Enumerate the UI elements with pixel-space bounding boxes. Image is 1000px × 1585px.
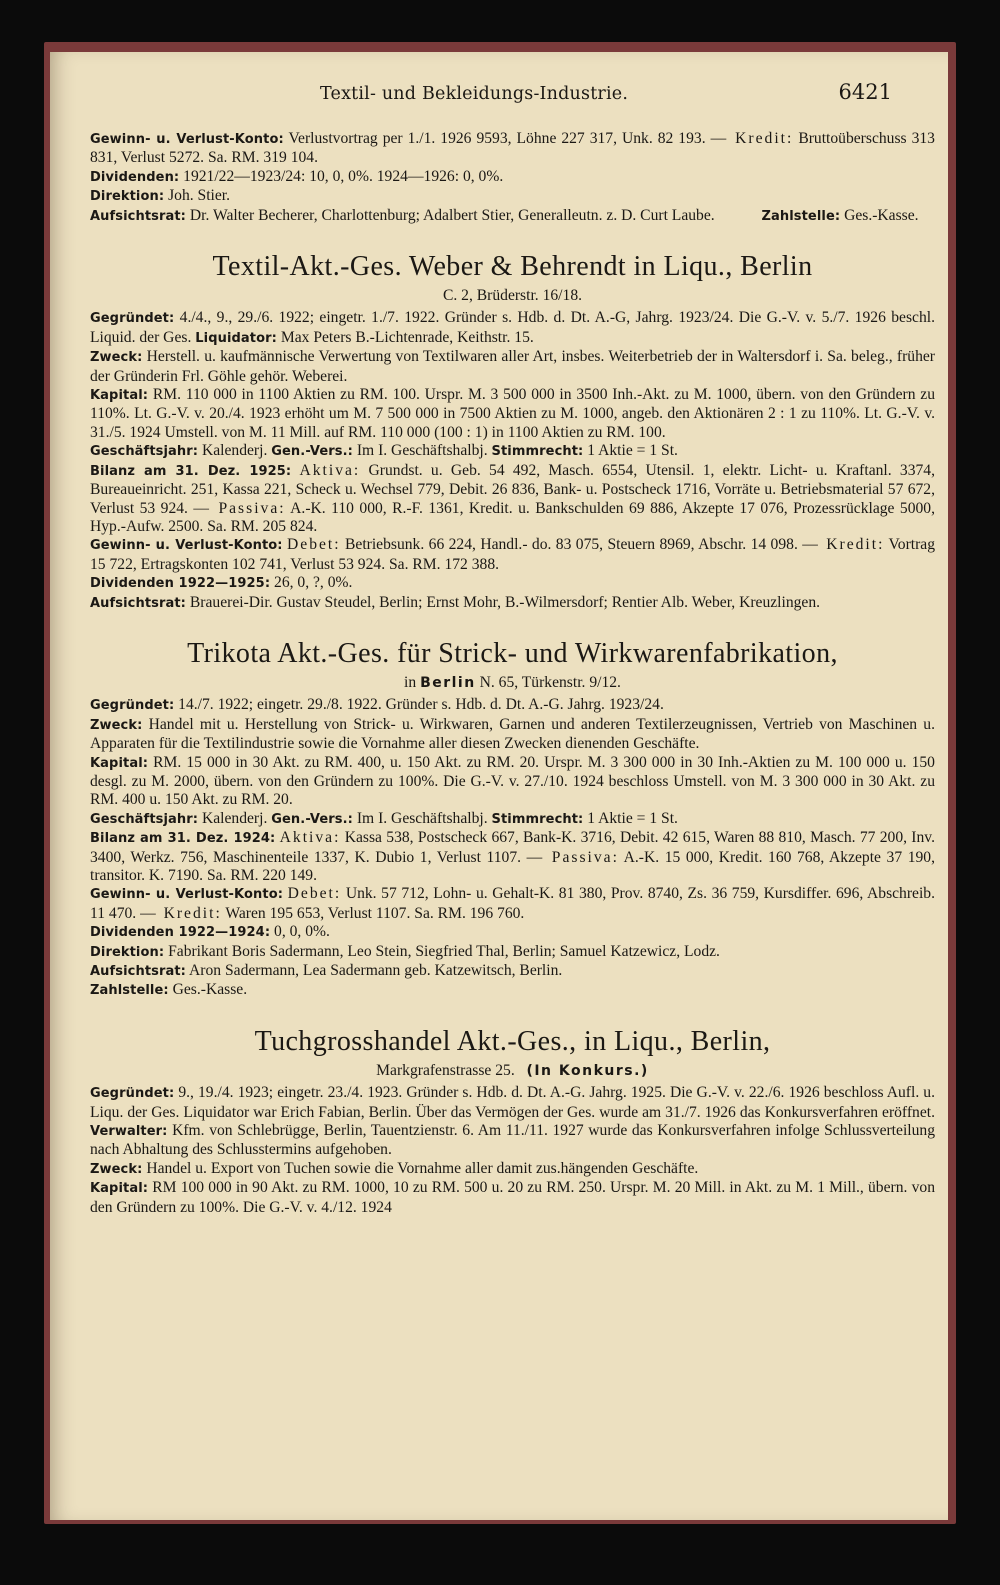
label: Geschäftsjahr: xyxy=(90,811,199,827)
label: Geschäftsjahr: xyxy=(90,444,199,460)
text: RM. 15 000 in 30 Akt. zu RM. 400, u. 150 Akt. zu RM. 20. Urspr. M. 3 300 000 in 30 Inh.-Aktien zu M. 100 000 u. 150 desgl. zu M. 2000, übern. von den Gründern zu 100%. Die G.-V. v. 27./10. 1924 beschloss Umstell. von M. 3 300 000 in 30 Akt. zu RM. 400 u. 150 Akt. zu RM. 20. xyxy=(90,753,935,809)
address-street: Markgrafenstrasse 25. xyxy=(376,1061,515,1079)
label: Gegründet: xyxy=(90,311,175,327)
label: Aufsichtsrat: xyxy=(90,595,186,611)
text: RM. 110 000 in 1100 Aktien zu RM. 100. Urspr. M. 3 500 000 in 3500 Inh.-Akt. zu M. 1000, übern. von den Gründern zu 110%. Lt. G.-V. v. 20./4. 1923 erhöht um M. 7 500 000 in 7500 Aktien zu M. 1000, angeb. den Aktionären 2 : 1 zu 110%. Lt. G.-V. v. 31./5. 1924 Umstell. von M. 11 Mill. auf RM. 110 000 (100 : 1) in 1100 Aktien zu RM. 100. xyxy=(90,386,935,441)
text: Vortrag 15 722, Ertragskonten 102 741, Verlust 53 924. Sa. RM. 172 388. xyxy=(90,536,936,573)
company-heading: Tuchgrosshandel Akt.-Ges., in Liqu., Berlin, xyxy=(254,1025,771,1057)
text: Joh. Stier. xyxy=(168,187,231,205)
label-kredit: — Kredit: xyxy=(710,130,794,147)
label: Kapital: xyxy=(90,755,149,771)
text: Aron Sadermann, Lea Sadermann geb. Katzewitsch, Berlin. xyxy=(189,962,563,980)
text: 9., 19./4. 1923; eingetr. 23./4. 1923. Gründer s. Hdb. d. Dt. A.-G. Jahrg. 1925. Die G.-V. v. 22./6. 1926 beschloss Aufl. u. Liqu. der Ges. Liquidator war Erich Fabian, Berlin. Über das Vermögen der Ges. wurde am 31./7. 1926 das Konkursverfahren eröffnet. xyxy=(90,1084,935,1121)
label-aktiva: Aktiva: xyxy=(279,829,341,847)
label-aktiva: Aktiva: xyxy=(299,461,361,479)
text: 0, 0, 0%. xyxy=(274,923,330,941)
label: Gen.-Vers.: xyxy=(271,444,353,460)
entry-direktion xyxy=(90,187,935,206)
text: Waren 195 653, Verlust 1107. Sa. RM. 196 760. xyxy=(225,904,525,922)
text: Grundst. u. Geb. 54 492, Masch. 6554, Utensil. 1, elektr. Licht- u. Kraftanl. 3374, Bureaueinricht. 251, Kassa 221, Scheck u. Wechsel 779, Debit. 26 836, Bank- u. Postscheck 1716, Vorräte u. Betriebsmaterial 57 672, Verlust 53 924. xyxy=(90,461,935,517)
text: Dr. Walter Becherer, Charlottenburg; Adalbert Stier, Generalleutn. z. D. Curt Laube. xyxy=(189,206,715,224)
address-street: N. 65, Türkenstr. 9/12. xyxy=(479,673,621,691)
company-heading: Textil-Akt.-Ges. Weber & Behrendt in Liqu., Berlin xyxy=(212,251,813,283)
text: Max Peters B.-Lichtenrade, Keithstr. 15. xyxy=(280,328,534,346)
text: Verlustvortrag per 1./1. 1926 9593, Löhne 227 317, Unk. 82 193. xyxy=(288,130,706,147)
label: Verwalter: xyxy=(90,1124,168,1140)
entry-gegruendet xyxy=(90,696,935,715)
label: Stimmrecht: xyxy=(491,444,584,460)
entry-aufsichtsrat xyxy=(90,594,935,613)
label-kredit: — Kredit: xyxy=(140,904,222,922)
label: Gewinn- u. Verlust-Konto: xyxy=(90,887,284,903)
text: Unk. 57 712, Lohn- u. Gehalt-K. 81 380, Prov. 8740, Zs. 36 759, Kursdiffer. 696, Abschreib. 11 470. xyxy=(90,885,935,922)
text: Fabrikant Boris Sadermann, Leo Stein, Siegfried Thal, Berlin; Samuel Katzewicz, Lodz. xyxy=(168,942,720,960)
company-heading: Trikota Akt.-Ges. für Strick- und Wirkwarenfabrikation, xyxy=(187,637,838,669)
text: A.-K. 110 000, R.-F. 1361, Kredit. u. Bankschulden 69 886, Akzepte 17 076, Prozessrücklage 5000, Hyp.-Aufw. 2500. Sa. RM. 205 824. xyxy=(90,499,935,535)
text: 1 Aktie = 1 St. xyxy=(587,442,678,460)
company-address xyxy=(90,1062,935,1080)
text: 1921/22—1923/24: 10, 0, 0%. 1924—1926: 0, 0%. xyxy=(183,167,504,185)
label-debet: Debet: xyxy=(287,536,341,554)
text: 1 Aktie = 1 St. xyxy=(587,809,678,827)
label: Zweck: xyxy=(90,717,143,733)
text: Betriebsunk. 66 224, Handl.- do. 83 075, Steuern 8969, Abschr. 14 098. xyxy=(345,536,798,554)
label: Bilanz am 31. Dez. 1924: xyxy=(90,831,276,847)
label-passiva: — Passiva: xyxy=(526,848,619,866)
entry-bilanz xyxy=(90,829,935,885)
entry-kapital xyxy=(90,386,935,442)
label: Zahlstelle: xyxy=(761,208,841,224)
label: Bilanz am 31. Dez. 1925: xyxy=(90,463,292,479)
label-kredit: — Kredit: xyxy=(802,536,885,554)
entry-dividenden xyxy=(90,574,935,593)
text: Im I. Geschäftshalbj. xyxy=(356,809,488,827)
text: Kfm. von Schlebrügge, Berlin, Tauentzienstr. 6. Am 11./11. 1927 wurde das Konkursverfahren infolge Schlussverteilung nach Abhaltung des Schlusstermins aufgehoben. xyxy=(90,1122,935,1159)
page-number: 6421 xyxy=(838,80,892,104)
entry-gegruendet xyxy=(90,1084,935,1160)
entry-zweck xyxy=(90,716,935,754)
label: Direktion: xyxy=(90,944,165,960)
entry-geschaeftsjahr xyxy=(90,810,935,829)
text: 4./4., 9., 29./6. 1922; eingetr. 1./7. 1922. Gründer s. Hdb. d. Dt. A.-G, Jahrg. 1923/24. Die G.-V. v. 5./7. 1926 beschl. Liquid. der Ges. xyxy=(90,309,935,346)
page-content xyxy=(90,130,935,1217)
text: Kalenderj. xyxy=(201,809,268,827)
entry-bilanz xyxy=(90,462,935,537)
entry-direktion xyxy=(90,943,935,962)
entry-aufsichtsrat xyxy=(90,962,935,981)
label: Kapital: xyxy=(90,1181,149,1197)
label-debet: Debet: xyxy=(287,885,342,903)
label: Liquidator: xyxy=(195,330,277,346)
entry-gegruendet xyxy=(90,309,935,348)
company-address: C. 2, Brüderstr. 16/18. xyxy=(442,287,583,305)
running-header xyxy=(50,80,948,110)
label: Zahlstelle: xyxy=(90,983,169,999)
label: Direktion: xyxy=(90,189,165,205)
company-address xyxy=(90,674,935,692)
label-passiva: — Passiva: xyxy=(193,499,286,517)
entry-aufsichtsrat xyxy=(90,207,935,226)
status-badge: (In Konkurs.) xyxy=(526,1062,649,1079)
label: Gewinn- u. Verlust-Konto: xyxy=(90,132,284,147)
text: RM 100 000 in 90 Akt. zu RM. 1000, 10 zu RM. 500 u. 20 zu RM. 250. Urspr. M. 20 Mill. in Akt. zu M. 1 Mill., übern. von den Gründern zu 100%. Die G.-V. v. 4./12. 1924 xyxy=(90,1179,935,1216)
label: Gewinn- u. Verlust-Konto: xyxy=(90,538,283,554)
book-page xyxy=(50,52,948,1520)
text: Kalenderj. xyxy=(201,442,268,460)
address-city: Berlin xyxy=(420,674,476,691)
text: Im I. Geschäftshalbj. xyxy=(356,442,488,460)
text: Ges.-Kasse. xyxy=(844,206,919,224)
entry-zweck xyxy=(90,348,935,386)
text: Handel mit u. Herstellung von Strick- u. Wirkwaren, Garnen und anderen Textilerzeugnissen, Vertrieb von Maschinen u. Apparaten für die Textilindustrie sowie die Vornahme aller diesen Zwecken dienenden Geschäfte. xyxy=(90,715,936,753)
label: Gen.-Vers.: xyxy=(271,811,353,827)
running-header-title: Textil- und Bekleidungs-Industrie. xyxy=(320,84,629,104)
label: Aufsichtsrat: xyxy=(90,208,186,224)
text: Kassa 538, Postscheck 667, Bank-K. 3716, Debit. 42 615, Waren 88 810, Masch. 77 200, Inv. 3400, Werkz. 756, Maschinenteile 1337, K. Dubio 1, Verlust 1107. xyxy=(90,829,935,866)
entry-dividenden xyxy=(90,923,935,942)
text: Bruttoüberschuss 313 831, Verlust 5272. Sa. RM. 319 104. xyxy=(90,130,935,167)
text: Brauerei-Dir. Gustav Steudel, Berlin; Ernst Mohr, B.-Wilmersdorf; Rentier Alb. Weber, Kreuzlingen. xyxy=(189,593,821,611)
label: Gegründet: xyxy=(90,698,175,714)
entry-zahlstelle xyxy=(90,981,935,1000)
text: Herstell. u. kaufmännische Verwertung von Textilwaren aller Art, insbes. Weiterbetrieb der in Waltersdorf i. Sa. beleg., früher der Gründerin Frl. Göhle gehör. Weberei. xyxy=(90,348,935,385)
entry-kapital xyxy=(90,1179,935,1217)
label: Stimmrecht: xyxy=(491,811,584,827)
text: Handel u. Export von Tuchen sowie die Vornahme aller damit zus.hängenden Geschäfte. xyxy=(146,1159,699,1177)
label: Dividenden 1922—1924: xyxy=(90,925,271,941)
address-prefix: in xyxy=(404,673,417,691)
entry-gewinn-verlust xyxy=(90,130,935,168)
label: Kapital: xyxy=(90,388,149,404)
label: Aufsichtsrat: xyxy=(90,964,186,980)
entry-gewinn-verlust xyxy=(90,885,935,923)
text: 26, 0, ?, 0%. xyxy=(274,574,353,592)
text: 14./7. 1922; eingetr. 29./8. 1922. Gründer s. Hdb. d. Dt. A.-G. Jahrg. 1923/24. xyxy=(178,696,664,714)
label: Zweck: xyxy=(90,1161,143,1177)
text: A.-K. 15 000, Kredit. 160 768, Akzepte 37 190, transitor. K. 7190. Sa. RM. 220 149. xyxy=(90,848,935,884)
label: Zweck: xyxy=(90,350,143,366)
label: Dividenden 1922—1925: xyxy=(90,576,271,592)
entry-kapital xyxy=(90,754,935,810)
text: Ges.-Kasse. xyxy=(172,981,248,999)
entry-dividenden xyxy=(90,168,935,187)
entry-gewinn-verlust xyxy=(90,536,935,574)
label: Gegründet: xyxy=(90,1086,175,1102)
label: Dividenden: xyxy=(90,169,180,185)
entry-zweck xyxy=(90,1160,935,1179)
entry-geschaeftsjahr xyxy=(90,442,935,461)
